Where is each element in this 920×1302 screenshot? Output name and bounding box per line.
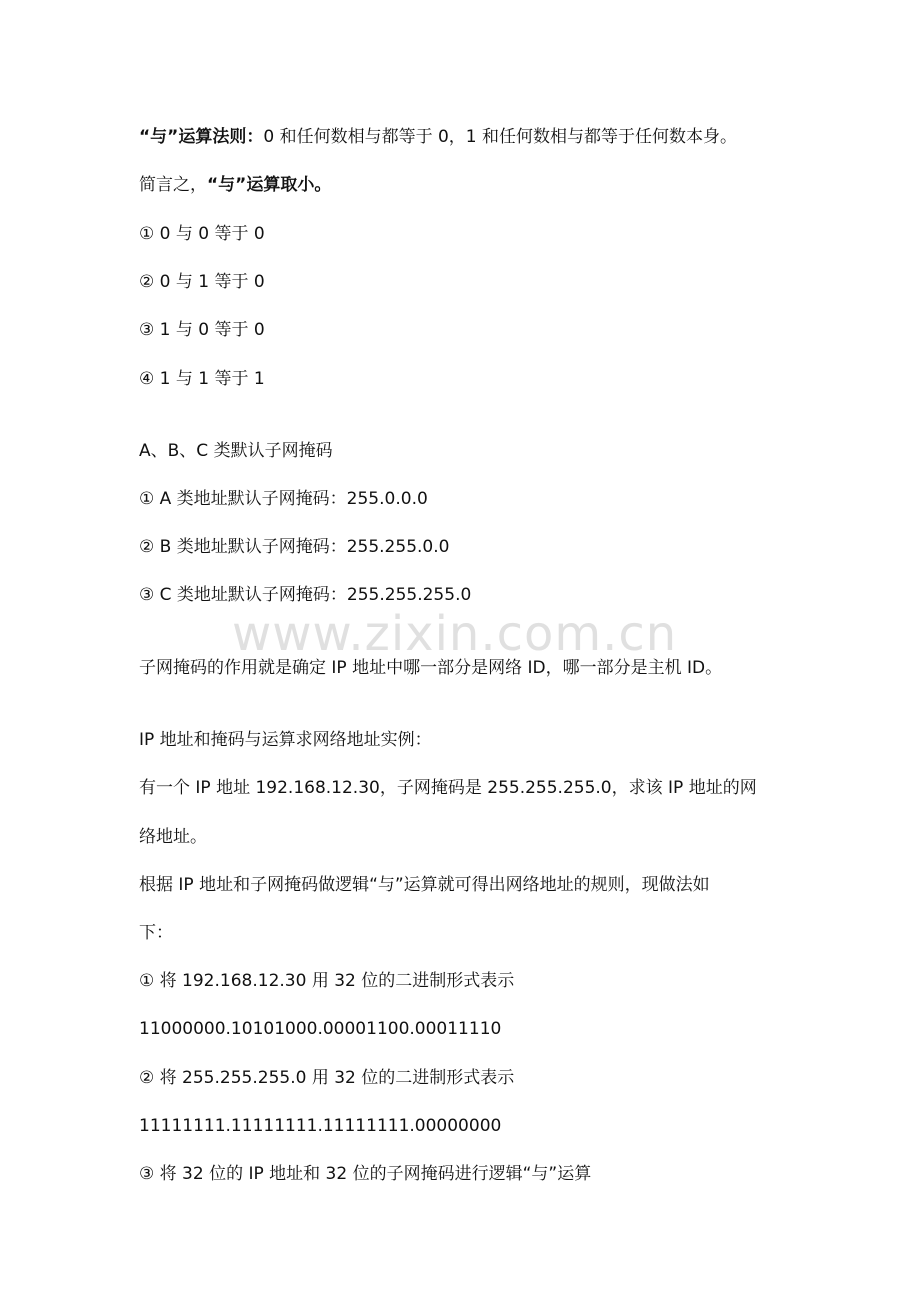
- summary-prefix: 简言之，: [139, 175, 207, 195]
- problem-line-2: 络地址。: [139, 827, 207, 847]
- default-mask-a: ① A 类地址默认子网掩码：255.0.0.0: [139, 489, 428, 509]
- ip-binary: 11000000.10101000.00001100.00011110: [139, 1019, 502, 1039]
- and-example-4: ④ 1 与 1 等于 1: [139, 369, 265, 389]
- mask-binary: 11111111.11111111.11111111.00000000: [139, 1116, 502, 1136]
- step-3: ③ 将 32 位的 IP 地址和 32 位的子网掩码进行逻辑“与”运算: [139, 1164, 592, 1184]
- and-rule-label: “与”运算法则：: [139, 127, 264, 147]
- default-mask-b: ② B 类地址默认子网掩码：255.255.0.0: [139, 537, 450, 557]
- and-rule-line: [139, 126, 737, 148]
- summary-line: [139, 174, 331, 196]
- default-mask-c: ③ C 类地址默认子网掩码：255.255.255.0: [139, 585, 472, 605]
- watermark-text: www.zixin.com.cn: [232, 606, 678, 662]
- mask-purpose: 子网掩码的作用就是确定 IP 地址中哪一部分是网络 ID，哪一部分是主机 ID。: [139, 658, 723, 678]
- example-heading: IP 地址和掩码与运算求网络地址实例：: [139, 730, 432, 750]
- summary-bold: “与”运算取小。: [207, 175, 332, 195]
- step-1: ① 将 192.168.12.30 用 32 位的二进制形式表示: [139, 971, 515, 991]
- method-line-1: 根据 IP 地址和子网掩码做逻辑“与”运算就可得出网络地址的规则，现做法如: [139, 875, 710, 895]
- and-example-1: ① 0 与 0 等于 0: [139, 224, 265, 244]
- and-rule-text: 0 和任何数相与都等于 0，1 和任何数相与都等于任何数本身。: [263, 127, 738, 147]
- masks-heading: A、B、C 类默认子网掩码: [139, 441, 333, 461]
- problem-line-1: 有一个 IP 地址 192.168.12.30，子网掩码是 255.255.255.0，求该 IP 地址的网: [139, 778, 757, 798]
- method-line-2: 下：: [139, 923, 173, 943]
- step-2: ② 将 255.255.255.0 用 32 位的二进制形式表示: [139, 1068, 515, 1088]
- and-example-2: ② 0 与 1 等于 0: [139, 272, 265, 292]
- and-example-3: ③ 1 与 0 等于 0: [139, 320, 265, 340]
